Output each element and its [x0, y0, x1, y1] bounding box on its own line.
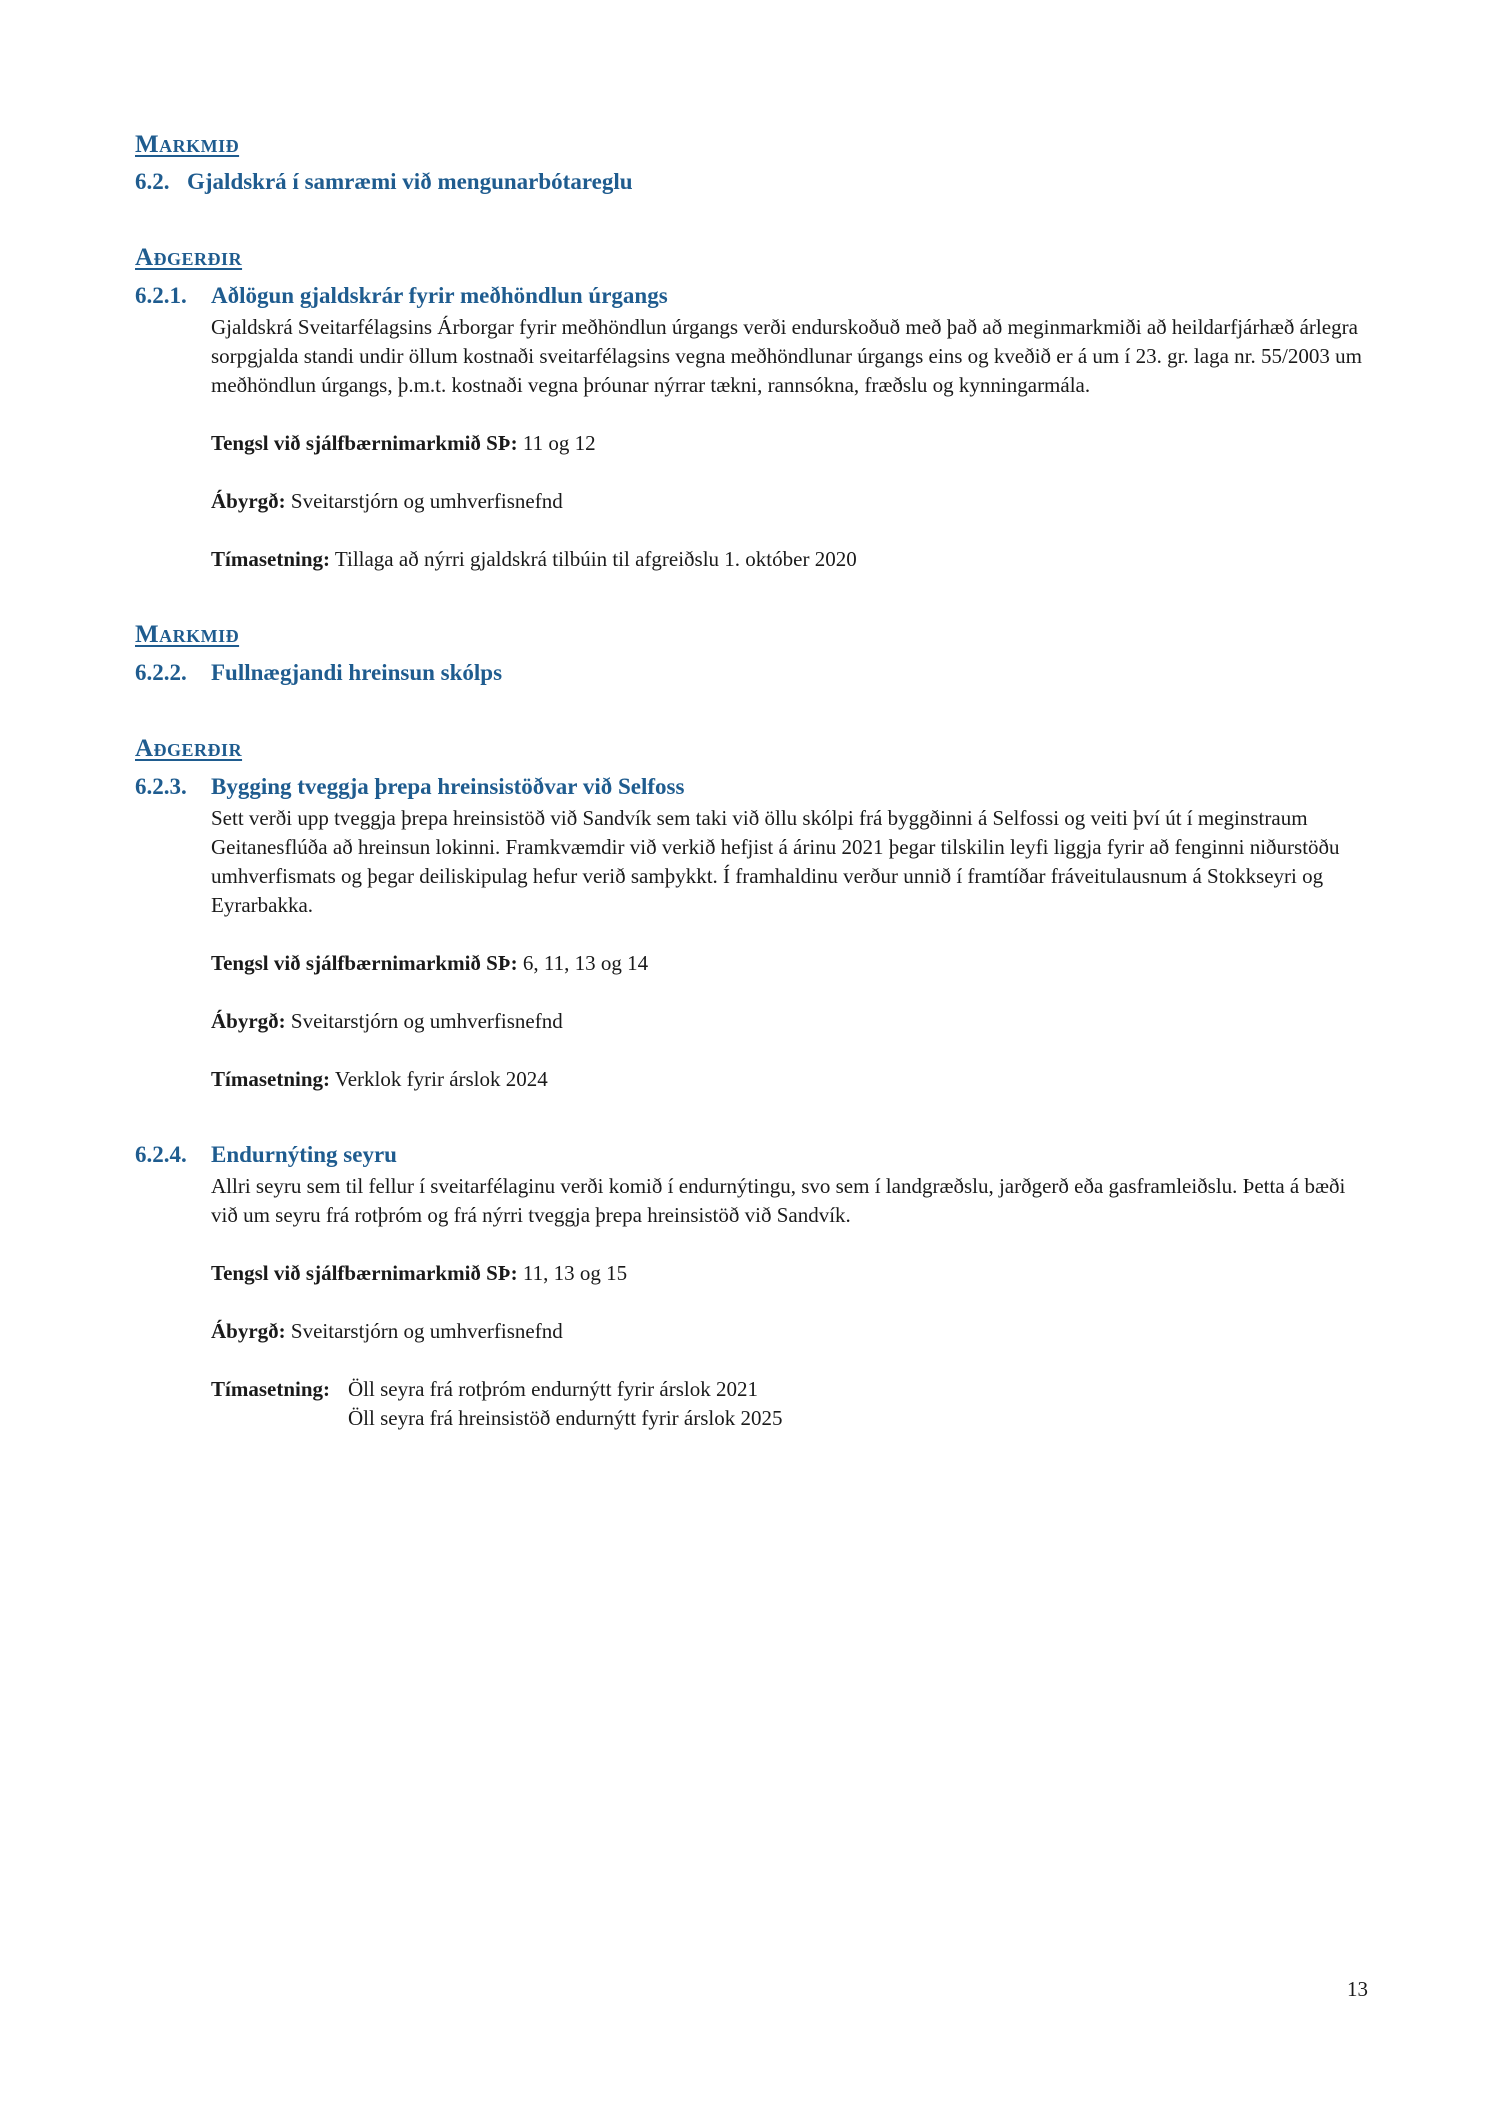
abyrgd-line-6-2-1: [211, 487, 1370, 516]
heading-title: Aðlögun gjaldskrár fyrir meðhöndlun úrgangs: [211, 283, 668, 308]
timasetning-value-line-2: Öll seyra frá hreinsistöð endurnýtt fyrir árslok 2025: [348, 1406, 783, 1430]
timasetning-label: Tímasetning:: [211, 1067, 331, 1091]
heading-6-2-3: [135, 772, 1370, 802]
abyrgd-value: Sveitarstjórn og umhverfisnefnd: [290, 1009, 563, 1033]
section-label-adgerdir-1: Aðgerðir: [135, 244, 243, 271]
heading-number: 6.2.1.: [135, 283, 187, 308]
document-content: [135, 130, 1370, 1433]
abyrgd-line-6-2-3: [211, 1007, 1370, 1036]
heading-6-2-2: [135, 658, 1370, 688]
timasetning-label: Tímasetning:: [211, 1377, 331, 1401]
paragraph-6-2-1: Gjaldskrá Sveitarfélagsins Árborgar fyrir meðhöndlun úrgangs verði endurskoðuð með það að meginmarkmiði að heildarfjárhæð árlegra sorpgjalda standi undir öllum kostnaði sveitarfélagsins vegna meðhöndlunar úrgangs eins og kveðið er á um í 23. gr. laga nr. 55/2003 um meðhöndlun úrgangs, þ.m.t. kostnaði vegna þróunar nýrrar tækni, rannsókna, fræðslu og kynningarmála.: [211, 315, 1362, 397]
section-label-adgerdir-2: Aðgerðir: [135, 735, 243, 762]
heading-number: 6.2.4.: [135, 1142, 187, 1167]
heading-6-2: [135, 167, 1370, 197]
paragraph-6-2-3: Sett verði upp tveggja þrepa hreinsistöð við Sandvík sem taki við öllu skólpi frá byggðinni á Selfossi og veiti því út í meginstraum Geitanesflúða að hreinsun lokinni. Framkvæmdir við verkið hefjist á árinu 2021 þegar tilskilin leyfi liggja fyrir að fenginni niðurstöðu umhverfismats og þegar deiliskipulag hefur verið samþykkt. Í framhaldinu verður unnið í framtíðar fráveitulausnum á Stokkseyri og Eyrarbakka.: [211, 806, 1340, 917]
timasetning-line-6-2-1: [211, 545, 1370, 574]
section-label-markmid-1: Markmið: [135, 131, 240, 158]
heading-number: 6.2.3.: [135, 774, 187, 799]
heading-title: Bygging tveggja þrepa hreinsistöðvar við Selfoss: [211, 774, 685, 799]
timasetning-label: Tímasetning:: [211, 547, 331, 571]
heading-6-2-1: [135, 281, 1370, 311]
timasetning-value-line-1: Öll seyra frá rotþróm endurnýtt fyrir árslok 2021: [348, 1377, 758, 1401]
tengsl-value: 11, 13 og 15: [522, 1261, 628, 1285]
section-label-markmid-2: Markmið: [135, 621, 240, 648]
abyrgd-label: Ábyrgð:: [211, 1319, 286, 1343]
tengsl-value: 6, 11, 13 og 14: [522, 951, 649, 975]
tengsl-label: Tengsl við sjálfbærnimarkmið SÞ:: [211, 1261, 518, 1285]
heading-title: Endurnýting seyru: [211, 1142, 397, 1167]
heading-title: Gjaldskrá í samræmi við mengunarbótareglu: [187, 169, 633, 194]
heading-6-2-4: [135, 1140, 1370, 1170]
abyrgd-label: Ábyrgð:: [211, 1009, 286, 1033]
abyrgd-value: Sveitarstjórn og umhverfisnefnd: [290, 489, 563, 513]
timasetning-value: Tillaga að nýrri gjaldskrá tilbúin til afgreiðslu 1. október 2020: [334, 547, 857, 571]
tengsl-line-6-2-3: [211, 949, 1370, 978]
tengsl-label: Tengsl við sjálfbærnimarkmið SÞ:: [211, 431, 518, 455]
tengsl-value: 11 og 12: [522, 431, 596, 455]
tengsl-label: Tengsl við sjálfbærnimarkmið SÞ:: [211, 951, 518, 975]
abyrgd-value: Sveitarstjórn og umhverfisnefnd: [290, 1319, 563, 1343]
heading-number: 6.2.2.: [135, 660, 187, 685]
abyrgd-line-6-2-4: [211, 1317, 1370, 1346]
timasetning-line-6-2-3: [211, 1065, 1370, 1094]
tengsl-line-6-2-1: [211, 429, 1370, 458]
timasetning-value: Verklok fyrir árslok 2024: [334, 1067, 548, 1091]
page-number: 13: [1347, 1977, 1368, 2001]
heading-number: 6.2.: [135, 169, 170, 194]
timasetning-values: [348, 1375, 1370, 1433]
abyrgd-label: Ábyrgð:: [211, 489, 286, 513]
timasetning-line-6-2-4: [211, 1375, 1370, 1433]
paragraph-6-2-4: Allri seyru sem til fellur í sveitarfélaginu verði komið í endurnýtingu, svo sem í landgræðslu, jarðgerð eða gasframleiðslu. Þetta á bæði við um seyru frá rotþróm og frá nýrri tveggja þrepa hreinsistöð við Sandvík.: [211, 1174, 1346, 1227]
tengsl-line-6-2-4: [211, 1259, 1370, 1288]
heading-title: Fullnægjandi hreinsun skólps: [211, 660, 503, 685]
